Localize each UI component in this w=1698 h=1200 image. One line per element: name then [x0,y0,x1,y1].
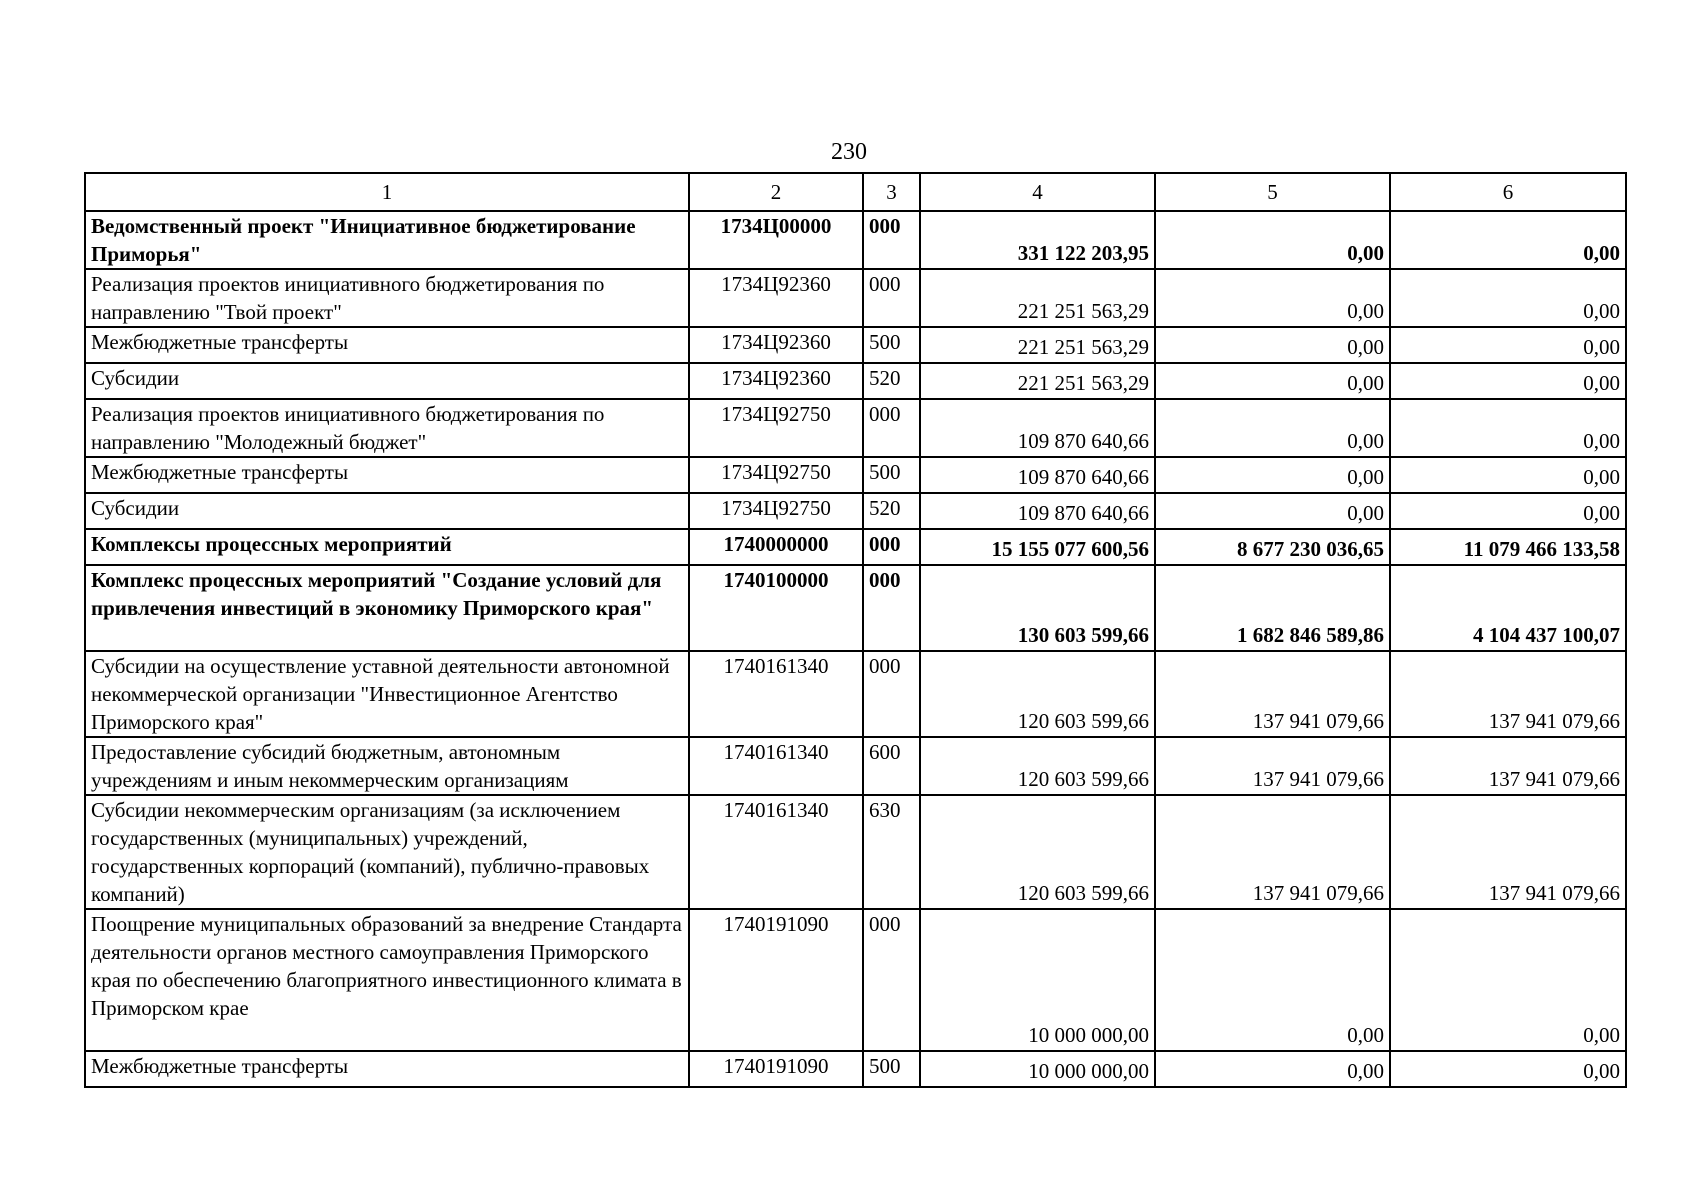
column-header: 4 [920,173,1155,211]
cell-code: 1740161340 [689,651,863,737]
cell-code: 1740100000 [689,565,863,651]
cell-expense-type: 000 [863,211,920,269]
cell-expense-type: 000 [863,399,920,457]
cell-amount-col4: 109 870 640,66 [920,399,1155,457]
cell-expense-type: 000 [863,529,920,565]
cell-amount-col5: 137 941 079,66 [1155,651,1390,737]
page-number: 230 [831,139,867,165]
cell-amount-col5: 1 682 846 589,86 [1155,565,1390,651]
cell-amount-col6: 0,00 [1390,399,1626,457]
cell-expense-type: 630 [863,795,920,909]
column-header: 3 [863,173,920,211]
table-header-row [85,173,1626,211]
cell-amount-col5: 137 941 079,66 [1155,737,1390,795]
cell-amount-col6: 137 941 079,66 [1390,795,1626,909]
cell-amount-col5: 0,00 [1155,211,1390,269]
budget-table [84,172,1627,1088]
cell-amount-col4: 331 122 203,95 [920,211,1155,269]
cell-amount-col5: 0,00 [1155,399,1390,457]
cell-amount-col6: 0,00 [1390,909,1626,1051]
cell-code: 1734Ц92360 [689,327,863,363]
cell-amount-col4: 109 870 640,66 [920,457,1155,493]
cell-expense-type: 500 [863,1051,920,1087]
table-row [85,493,1626,529]
cell-amount-col4: 120 603 599,66 [920,737,1155,795]
cell-amount-col5: 0,00 [1155,457,1390,493]
cell-amount-col5: 8 677 230 036,65 [1155,529,1390,565]
cell-expense-type: 600 [863,737,920,795]
cell-name: Межбюджетные трансферты [85,457,689,493]
cell-name: Субсидии [85,363,689,399]
cell-code: 1734Ц92360 [689,269,863,327]
table-row [85,399,1626,457]
cell-amount-col5: 137 941 079,66 [1155,795,1390,909]
cell-amount-col4: 221 251 563,29 [920,269,1155,327]
cell-amount-col4: 10 000 000,00 [920,1051,1155,1087]
table-row [85,795,1626,909]
cell-amount-col6: 0,00 [1390,493,1626,529]
cell-amount-col4: 109 870 640,66 [920,493,1155,529]
cell-code: 1740000000 [689,529,863,565]
cell-expense-type: 000 [863,565,920,651]
budget-table-body [85,173,1626,1087]
table-row [85,737,1626,795]
table-row [85,651,1626,737]
table-row [85,211,1626,269]
table-row [85,529,1626,565]
cell-name: Межбюджетные трансферты [85,1051,689,1087]
table-row [85,909,1626,1051]
cell-amount-col4: 120 603 599,66 [920,651,1155,737]
cell-amount-col4: 221 251 563,29 [920,327,1155,363]
cell-amount-col5: 0,00 [1155,909,1390,1051]
cell-amount-col4: 15 155 077 600,56 [920,529,1155,565]
cell-amount-col5: 0,00 [1155,327,1390,363]
cell-amount-col6: 0,00 [1390,457,1626,493]
cell-expense-type: 500 [863,457,920,493]
cell-code: 1734Ц92360 [689,363,863,399]
cell-amount-col4: 120 603 599,66 [920,795,1155,909]
table-row [85,457,1626,493]
cell-amount-col6: 137 941 079,66 [1390,651,1626,737]
cell-code: 1740191090 [689,909,863,1051]
cell-name: Реализация проектов инициативного бюджетирования по направлению "Молодежный бюджет" [85,399,689,457]
table-row [85,1051,1626,1087]
cell-expense-type: 000 [863,269,920,327]
cell-name: Комплекс процессных мероприятий "Создание условий для привлечения инвестиций в экономику Приморского края" [85,565,689,651]
cell-code: 1740191090 [689,1051,863,1087]
cell-code: 1734Ц92750 [689,493,863,529]
column-header: 2 [689,173,863,211]
cell-name: Комплексы процессных мероприятий [85,529,689,565]
cell-expense-type: 520 [863,363,920,399]
cell-amount-col6: 11 079 466 133,58 [1390,529,1626,565]
cell-name: Межбюджетные трансферты [85,327,689,363]
table-row [85,363,1626,399]
cell-amount-col6: 137 941 079,66 [1390,737,1626,795]
cell-code: 1740161340 [689,795,863,909]
cell-amount-col4: 221 251 563,29 [920,363,1155,399]
cell-amount-col6: 4 104 437 100,07 [1390,565,1626,651]
cell-amount-col6: 0,00 [1390,211,1626,269]
cell-name: Предоставление субсидий бюджетным, автономным учреждениям и иным некоммерческим организациям [85,737,689,795]
cell-amount-col6: 0,00 [1390,363,1626,399]
table-row [85,565,1626,651]
column-header: 5 [1155,173,1390,211]
cell-amount-col5: 0,00 [1155,493,1390,529]
cell-amount-col5: 0,00 [1155,269,1390,327]
cell-amount-col5: 0,00 [1155,1051,1390,1087]
cell-code: 1734Ц00000 [689,211,863,269]
cell-name: Ведомственный проект "Инициативное бюджетирование Приморья" [85,211,689,269]
cell-amount-col5: 0,00 [1155,363,1390,399]
cell-name: Субсидии [85,493,689,529]
column-header: 6 [1390,173,1626,211]
cell-expense-type: 000 [863,909,920,1051]
cell-expense-type: 000 [863,651,920,737]
cell-amount-col4: 10 000 000,00 [920,909,1155,1051]
cell-name: Реализация проектов инициативного бюджетирования по направлению "Твой проект" [85,269,689,327]
table-row [85,327,1626,363]
cell-amount-col6: 0,00 [1390,1051,1626,1087]
cell-expense-type: 500 [863,327,920,363]
cell-name: Субсидии на осуществление уставной деятельности автономной некоммерческой организации "Инвестиционное Агентство Приморского края" [85,651,689,737]
cell-code: 1734Ц92750 [689,457,863,493]
cell-name: Поощрение муниципальных образований за внедрение Стандарта деятельности органов местного самоуправления Приморского края по обеспечению благоприятного инвестиционного климата в Приморском крае [85,909,689,1051]
cell-code: 1734Ц92750 [689,399,863,457]
cell-name: Субсидии некоммерческим организациям (за исключением государственных (муниципальных) учреждений, государственных корпораций (компаний), публично-правовых компаний) [85,795,689,909]
cell-amount-col6: 0,00 [1390,269,1626,327]
cell-amount-col4: 130 603 599,66 [920,565,1155,651]
table-row [85,269,1626,327]
cell-code: 1740161340 [689,737,863,795]
cell-expense-type: 520 [863,493,920,529]
column-header: 1 [85,173,689,211]
cell-amount-col6: 0,00 [1390,327,1626,363]
